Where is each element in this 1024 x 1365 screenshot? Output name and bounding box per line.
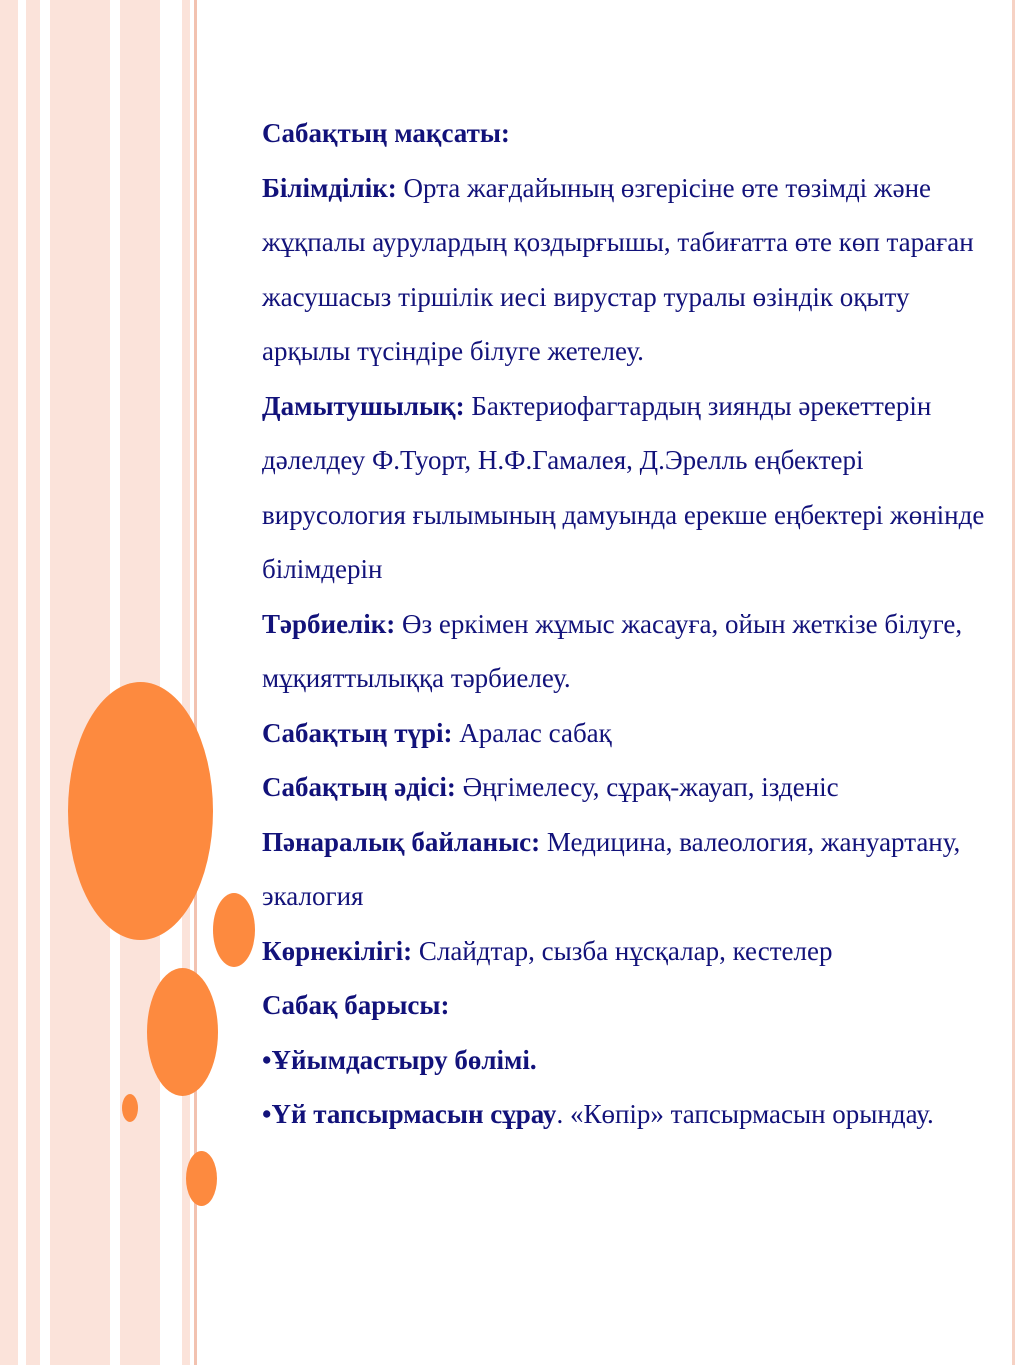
homework-text: . «Көпір» тапсырмасын орындау. <box>556 1099 934 1129</box>
lesson-method-label: Сабақтың әдісі: <box>262 772 456 802</box>
educational-goal <box>262 161 992 379</box>
visual-aids-text: Слайдтар, сызба нұсқалар, кестелер <box>412 935 833 966</box>
organization-item: •Ұйымдастыру бөлімі. <box>262 1044 537 1075</box>
lesson-type-text: Аралас сабақ <box>452 717 612 748</box>
decor-stripe <box>18 0 26 1365</box>
decor-stripe <box>50 0 110 1365</box>
slide-content <box>262 106 992 1142</box>
lesson-method <box>262 760 992 815</box>
interdisciplinary-label: Пәнаралық байланыс: <box>262 826 541 857</box>
lesson-type <box>262 706 992 761</box>
decor-circle <box>147 968 218 1096</box>
visual-aids-label: Көрнекілігі: <box>262 935 413 966</box>
decor-circle-small <box>122 1094 138 1122</box>
decor-circle <box>186 1151 217 1206</box>
homework-item <box>262 1087 992 1142</box>
educational-text: Орта жағдайының өзгерісіне өте төзімді және жұқпалы аурулардың қоздырғышы, табиғатта өте көп тараған жасушасыз тіршілік иесі вирустар туралы өзіндік оқыту арқылы түсіндіре білуге жетелеу. <box>262 172 974 366</box>
interdisciplinary <box>262 815 992 924</box>
interdisciplinary-text: Медицина, валеология, жануартану, экалогия <box>262 826 961 911</box>
lesson-type-label: Сабақтың түрі: <box>262 717 453 748</box>
decor-stripe <box>26 0 40 1365</box>
upbringing-goal <box>262 597 992 706</box>
progress-heading: Сабақ барысы: <box>262 990 450 1020</box>
decor-stripe <box>40 0 50 1365</box>
developmental-goal <box>262 379 992 597</box>
right-border-line <box>1012 0 1015 1365</box>
decor-circle-large <box>68 682 213 940</box>
lesson-method-text: Әңгімелесу, сұрақ-жауап, ізденіс <box>455 772 839 802</box>
developmental-text: Бактериофагтардың зиянды әрекеттерін дәлелдеу Ф.Туорт, Н.Ф.Гамалея, Д.Эрелль еңбектері вирусология ғылымының дамуында ерекше еңбектері жөнінде білімдерін <box>262 390 985 584</box>
educational-label: Білімділік: <box>262 172 397 203</box>
upbringing-text: Өз еркімен жұмыс жасауға, ойын жеткізе білуге, мұқияттылыққа тәрбиелеу. <box>262 608 963 693</box>
decor-stripe <box>160 0 182 1365</box>
developmental-label: Дамытушылық: <box>262 390 465 421</box>
homework-label: •Үй тапсырмасын сұрау <box>262 1099 557 1129</box>
visual-aids <box>262 924 992 979</box>
decor-circle <box>213 893 255 967</box>
upbringing-label: Тәрбиелік: <box>262 608 396 639</box>
goal-heading: Сабақтың мақсаты: <box>262 118 510 148</box>
decor-stripe <box>110 0 120 1365</box>
decor-stripe <box>0 0 18 1365</box>
